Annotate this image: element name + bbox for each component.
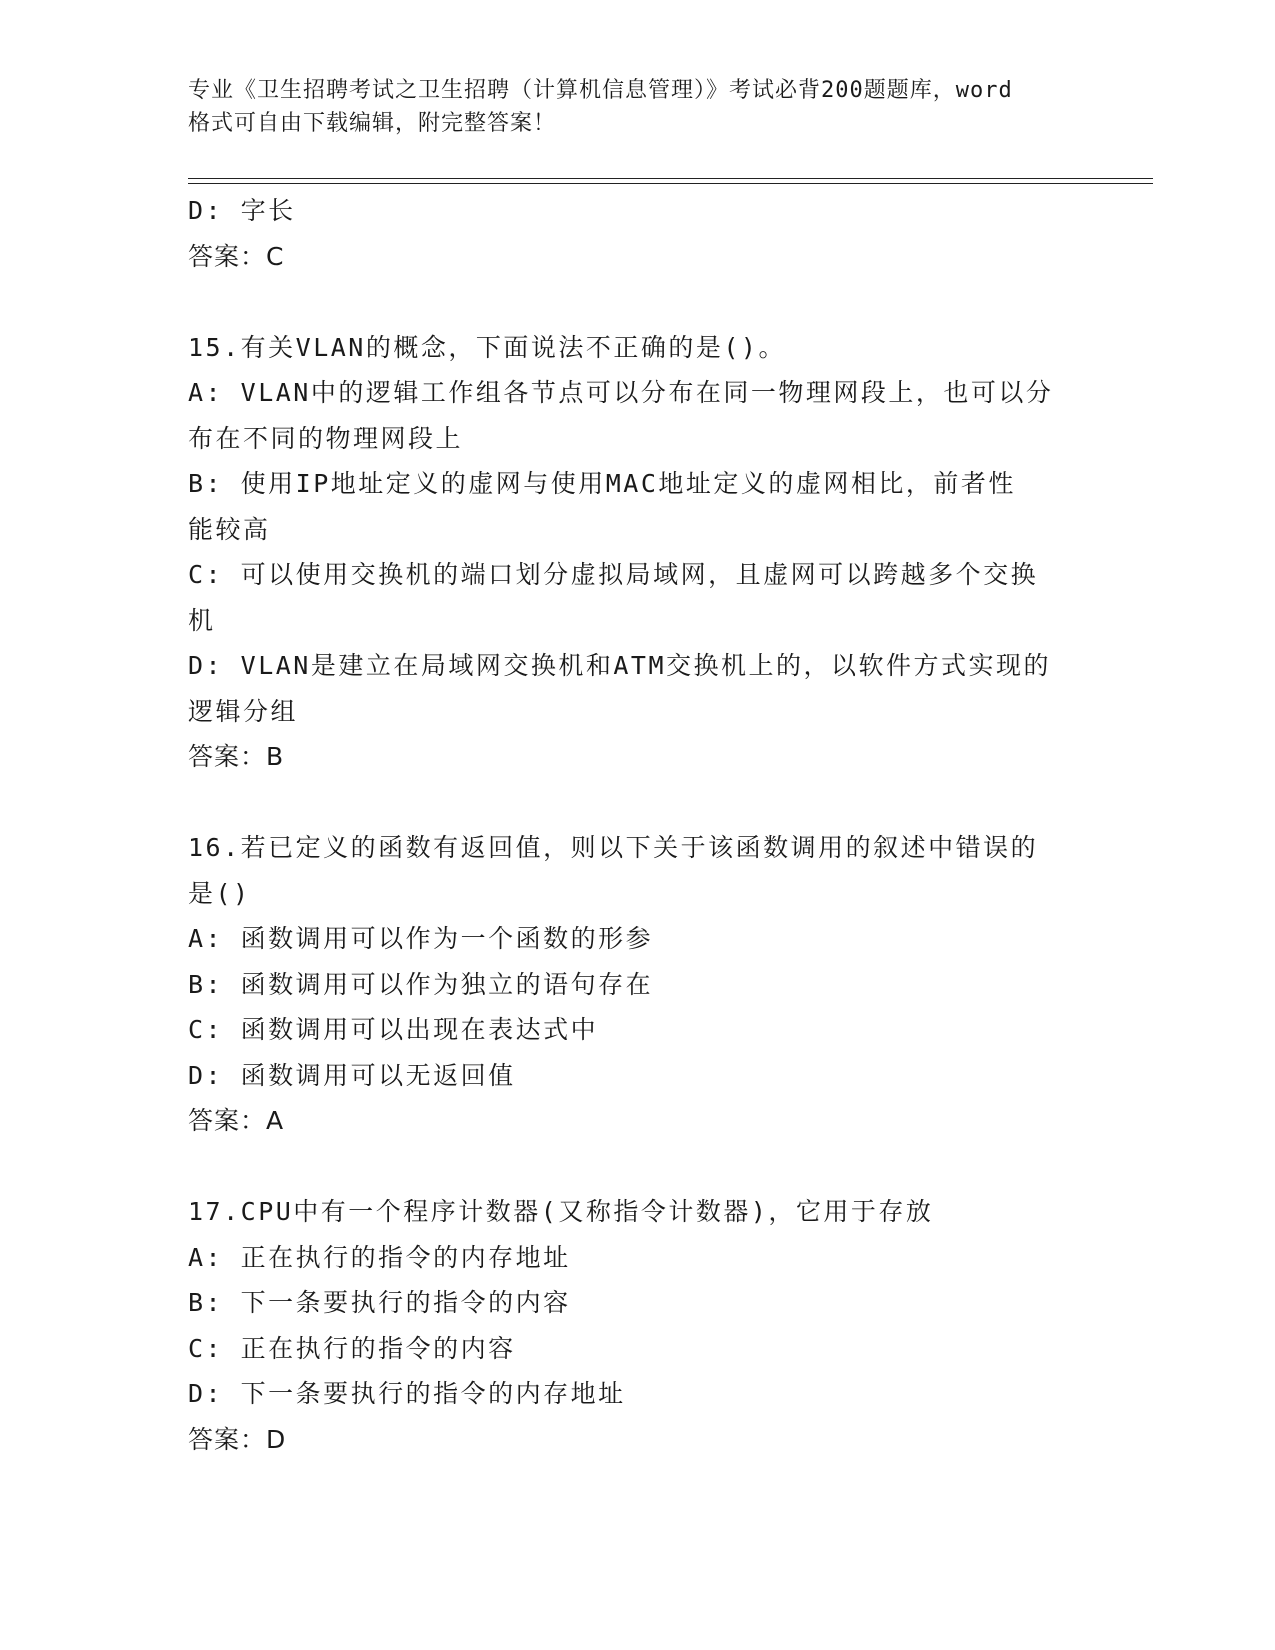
question-stem: 16.若已定义的函数有返回值，则以下关于该函数调用的叙述中错误的 [188, 833, 1039, 862]
option-b: B: 函数调用可以作为独立的语句存在 [188, 969, 654, 999]
question-stem: 15.有关VLAN的概念，下面说法不正确的是()。 [188, 332, 786, 362]
question-stem-cont: 是() [188, 878, 251, 908]
question-15 [188, 325, 1088, 780]
option-b-cont: 能较高 [188, 514, 271, 544]
option-c: C: 函数调用可以出现在表达式中 [188, 1015, 599, 1044]
option-c: C: 正在执行的指令的内容 [188, 1333, 516, 1363]
option-d: D: VLAN是建立在局域网交换机和ATM交换机上的，以软件方式实现的 [188, 651, 1052, 680]
option-a-cont: 布在不同的物理网段上 [188, 423, 464, 453]
option-c: C: 可以使用交换机的端口划分虚拟局域网，且虚网可以跨越多个交换 [188, 560, 1039, 589]
option-b: B: 使用IP地址定义的虚网与使用MAC地址定义的虚网相比，前者性 [188, 469, 1016, 498]
question-17 [188, 1189, 1088, 1462]
option-a: A: VLAN中的逻辑工作组各节点可以分布在同一物理网段上，也可以分 [188, 378, 1054, 407]
header-rule-top [188, 178, 1153, 179]
option-a: A: 函数调用可以作为一个函数的形参 [188, 924, 654, 953]
header-line-2: 格式可自由下载编辑，附完整答案！ [188, 111, 557, 136]
spacer [188, 780, 1088, 826]
answer: 答案：A [188, 1106, 285, 1135]
question-16 [188, 825, 1088, 1144]
header-line-1: 专业《卫生招聘考试之卫生招聘（计算机信息管理）》考试必背200题题库，word [188, 78, 1013, 103]
answer: 答案：D [188, 1424, 287, 1454]
option-c-cont: 机 [188, 605, 216, 635]
document-body [188, 188, 1088, 1462]
prev-option-d: D: 字长 [188, 196, 296, 225]
header-rule-bottom [188, 183, 1153, 184]
question-stem: 17.CPU中有一个程序计数器(又称指令计数器)，它用于存放 [188, 1197, 934, 1226]
option-d: D: 下一条要执行的指令的内存地址 [188, 1379, 626, 1408]
option-b: B: 下一条要执行的指令的内容 [188, 1288, 571, 1317]
prev-answer: 答案：C [188, 241, 285, 271]
spacer [188, 279, 1088, 325]
option-d-cont: 逻辑分组 [188, 696, 299, 726]
answer: 答案：B [188, 742, 285, 771]
spacer [188, 1144, 1088, 1190]
document-header [188, 74, 1088, 140]
option-d: D: 函数调用可以无返回值 [188, 1060, 516, 1090]
option-a: A: 正在执行的指令的内存地址 [188, 1242, 571, 1272]
